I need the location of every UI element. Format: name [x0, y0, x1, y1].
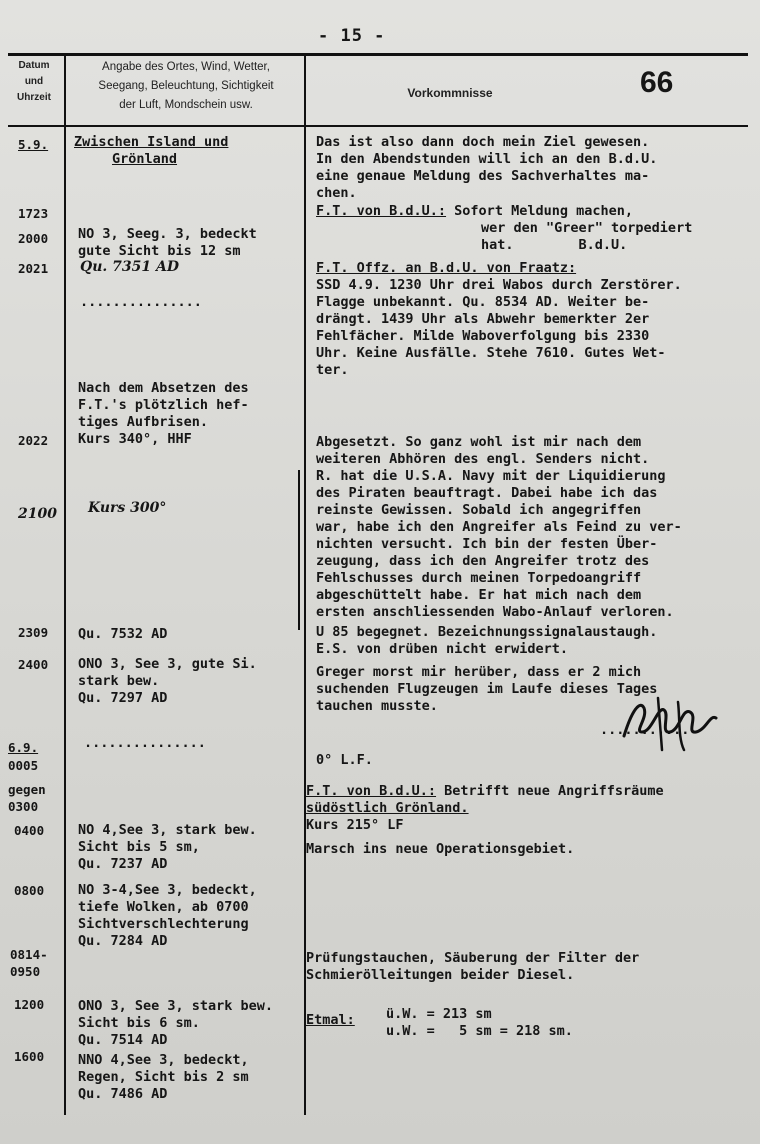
radio-message-text: südöstlich Grönland. [306, 800, 469, 816]
date-entry: 6.9. [8, 740, 39, 755]
radio-message-text: Betrifft neue Angriffsräume [436, 783, 664, 799]
event-text: Schmierölleitungen beider Diesel. [306, 967, 575, 983]
event-text: war, habe ich den Angreifer als Feind zu ver- [316, 519, 682, 535]
event-text: eine genaue Meldung des Sachverhaltes ma- [316, 168, 650, 184]
time-entry: 1723 [18, 206, 49, 221]
radio-message-text: Uhr. Keine Ausfälle. Stehe 7610. Gutes Wet- [316, 345, 666, 361]
event-text: E.S. von drüben nicht erwidert. [316, 641, 568, 657]
time-entry: 1200 [14, 997, 45, 1012]
event-text: tauchen musste. [316, 698, 438, 714]
event-text: Greger morst mir herüber, dass er 2 mich [316, 664, 642, 680]
position-entry: Qu. 7284 AD [78, 933, 168, 949]
time-entry: gegen [8, 782, 46, 797]
event-text: In den Abendstunden will ich an den B.d.U. [316, 151, 658, 167]
daily-run-submerged: u.W. = 5 sm = 218 sm. [386, 1023, 573, 1039]
position-entry: Qu. 7297 AD [78, 690, 168, 706]
location-entry: Zwischen Island und [74, 134, 229, 150]
time-entry-handwritten: 2100 [18, 506, 57, 522]
signature-dots: ........... [600, 722, 690, 738]
header-top-rule [8, 53, 748, 56]
radio-message-text: hat. B.d.U. [481, 237, 628, 253]
weather-entry: tiges Aufbrisen. [78, 414, 209, 430]
event-text: weiteren Abhören des engl. Senders nicht. [316, 451, 650, 467]
position-entry: Qu. 7532 AD [78, 626, 168, 642]
course-entry: Kurs 215° LF [306, 817, 404, 833]
position-entry-handwritten: Qu. 7351 AD [80, 259, 179, 275]
course-entry-handwritten: Kurs 300° [88, 500, 167, 516]
radio-message-text: Flagge unbekannt. Qu. 8534 AD. Weiter be- [316, 294, 650, 310]
event-text: Das ist also dann doch mein Ziel gewesen. [316, 134, 650, 150]
event-text: zeugung, dass ich den Angreifer trotz des [316, 553, 650, 569]
column-divider-date [64, 53, 66, 1115]
daily-run-label: Etmal: [306, 1012, 355, 1028]
header-bottom-rule [8, 125, 748, 127]
event-text: R. hat die U.S.A. Navy mit der Liquidierung [316, 468, 666, 484]
event-text: Abgesetzt. So ganz wohl ist mir nach dem [316, 434, 642, 450]
location-entry: Grönland [112, 151, 178, 167]
time-entry: 0814- [10, 947, 48, 962]
event-text: suchenden Flugzeugen im Laufe dieses Tages [316, 681, 658, 697]
weather-entry: NO 4,See 3, stark bew. [78, 822, 257, 838]
event-text: ersten anschliessenden Wabo-Anlauf verloren. [316, 604, 674, 620]
time-entry: 2000 [18, 231, 49, 246]
page-number: - 15 - [318, 26, 386, 46]
time-entry: 0300 [8, 799, 39, 814]
event-text: 0° L.F. [316, 752, 373, 768]
header-date-column: Datum und Uhrzeit [17, 60, 51, 103]
date-entry: 5.9. [18, 137, 49, 152]
weather-entry: ONO 3, See 3, stark bew. [78, 998, 274, 1014]
weather-entry: gute Sicht bis 12 sm [78, 243, 241, 259]
event-text: chen. [316, 185, 357, 201]
weather-entry: Nach dem Absetzen des [78, 380, 249, 396]
weather-entry: Regen, Sicht bis 2 sm [78, 1069, 249, 1085]
event-text: U 85 begegnet. Bezeichnungssignalaustaugh. [316, 624, 658, 640]
event-text: Marsch ins neue Operationsgebiet. [306, 841, 575, 857]
daily-run-surface: ü.W. = 213 sm [386, 1006, 492, 1022]
position-entry: Qu. 7486 AD [78, 1086, 168, 1102]
time-entry: 2022 [18, 433, 49, 448]
separator-dots: ............... [84, 735, 206, 751]
event-text: Fehlschusses durch meinen Torpedoangriff [316, 570, 642, 586]
weather-entry: tiefe Wolken, ab 0700 [78, 899, 249, 915]
weather-entry: F.T.'s plötzlich hef- [78, 397, 249, 413]
time-entry: 1600 [14, 1049, 45, 1064]
header-location-column: Angabe des Ortes, Wind, Wetter, Seegang, Beleuchtung, Sichtigkeit der Luft, Mondschein usw. [98, 61, 274, 111]
signature-icon [618, 688, 722, 758]
separator-dots: ............... [80, 294, 202, 310]
time-entry: 0400 [14, 823, 45, 838]
position-entry: Qu. 7237 AD [78, 856, 168, 872]
time-entry: 2021 [18, 261, 49, 276]
course-entry: Kurs 340°, HHF [78, 431, 192, 447]
time-entry: 0950 [10, 964, 41, 979]
weather-entry: NNO 4,See 3, bedeckt, [78, 1052, 249, 1068]
radio-message-text: wer den "Greer" torpediert [481, 220, 693, 236]
weather-entry: NO 3-4,See 3, bedeckt, [78, 882, 257, 898]
time-entry: 0005 [8, 758, 39, 773]
weather-entry: ONO 3, See 3, gute Si. [78, 656, 257, 672]
radio-message-text: ter. [316, 362, 349, 378]
radio-message-text: drängt. 1439 Uhr als Abwehr bemerkter 2er [316, 311, 650, 327]
event-text: nichten versucht. Ich bin der festen Über- [316, 536, 658, 552]
weather-entry: Sichtverschlechterung [78, 916, 249, 932]
radio-message-label: F.T. von B.d.U.: [306, 783, 437, 799]
time-entry: 2400 [18, 657, 49, 672]
weather-entry: Sicht bis 5 sm, [78, 839, 200, 855]
radio-message-text: Sofort Meldung machen, [446, 203, 633, 219]
radio-message-label: F.T. Offz. an B.d.U. von Fraatz: [316, 260, 577, 276]
column-divider-margin [298, 470, 300, 630]
sheet-number: 66 [640, 66, 674, 99]
weather-entry: stark bew. [78, 673, 160, 689]
weather-entry: NO 3, Seeg. 3, bedeckt [78, 226, 257, 242]
event-text: Prüfungstauchen, Säuberung der Filter der [306, 950, 640, 966]
position-entry: Qu. 7514 AD [78, 1032, 168, 1048]
time-entry: 0800 [14, 883, 45, 898]
radio-message-text: SSD 4.9. 1230 Uhr drei Wabos durch Zerstörer. [316, 277, 682, 293]
radio-message-label: F.T. von B.d.U.: [316, 203, 447, 219]
header-events-column: Vorkommnisse [407, 86, 493, 100]
event-text: reinste Gewissen. Sobald ich angegriffen [316, 502, 642, 518]
radio-message [316, 203, 633, 220]
event-text: abgeschüttelt habe. Er hat mich nach dem [316, 587, 642, 603]
event-text: des Piraten beauftragt. Dabei habe ich das [316, 485, 658, 501]
time-entry: 2309 [18, 625, 49, 640]
radio-message-text: Fehlfächer. Milde Waboverfolgung bis 2330 [316, 328, 650, 344]
radio-message [306, 783, 664, 800]
weather-entry: Sicht bis 6 sm. [78, 1015, 200, 1031]
